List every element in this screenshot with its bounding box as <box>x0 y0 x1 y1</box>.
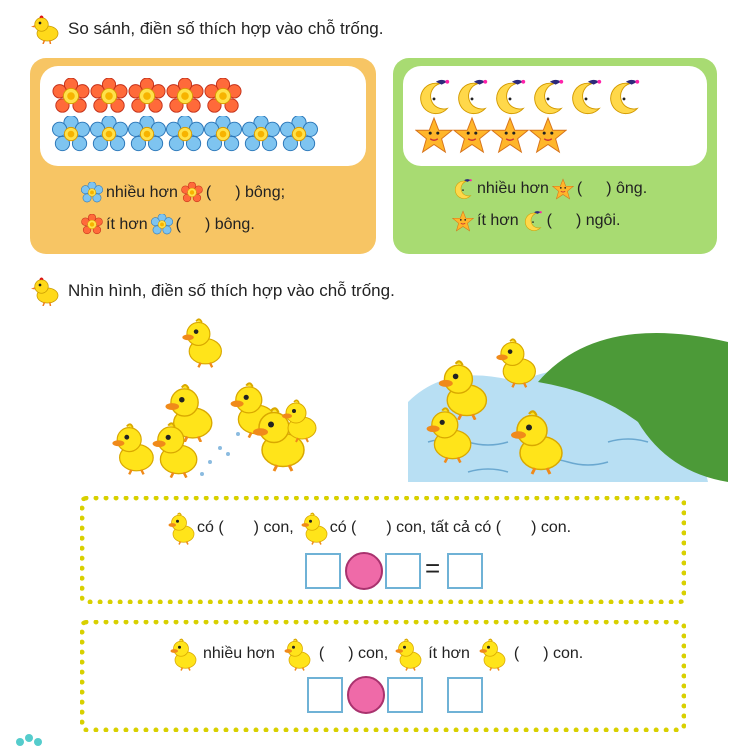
flower-panel <box>30 58 376 254</box>
chick-figure <box>182 319 221 367</box>
chick-icon <box>30 14 62 44</box>
red-flower-icon <box>166 78 204 116</box>
text-co: có ( <box>197 519 224 536</box>
star-icon <box>452 210 474 232</box>
moon-line-1 <box>449 178 647 200</box>
compare-sentence <box>169 637 583 671</box>
label-it-hon: ít hơn <box>106 216 148 233</box>
red-flower-icon <box>181 182 203 204</box>
text-total: ) con, tất cả có ( <box>386 519 502 536</box>
red-flower-icon <box>128 78 166 116</box>
moon-line-2 <box>449 210 620 232</box>
open-paren: ( <box>576 180 583 197</box>
text-nhieu-hon: nhiều hơn <box>203 645 275 662</box>
moon-star-panel <box>393 58 717 254</box>
moon-row <box>415 78 643 116</box>
moon-icon <box>522 210 544 232</box>
text-con-end: ) con. <box>531 519 572 536</box>
chick-icon <box>478 637 508 671</box>
operator-circle[interactable] <box>345 552 383 590</box>
number-square-result[interactable] <box>447 553 483 589</box>
operator-circle[interactable] <box>347 676 385 714</box>
chicks-illustration <box>110 316 350 486</box>
star-icon <box>415 116 453 154</box>
moon-icon <box>415 78 453 116</box>
moon-icon <box>567 78 605 116</box>
label-ngoi: ) ngôi. <box>575 212 621 229</box>
exercise2-instruction <box>30 276 395 306</box>
equals-sign: = <box>425 553 441 583</box>
blue-flower-icon <box>280 116 318 154</box>
text-co: có ( <box>329 519 357 536</box>
moon-icon <box>605 78 643 116</box>
moon-icon <box>529 78 567 116</box>
flower-line-2 <box>78 214 255 236</box>
open-paren: ( <box>318 645 325 662</box>
compare-box <box>80 620 686 732</box>
chick-figure <box>112 424 153 474</box>
moon-icon <box>491 78 529 116</box>
red-flower-row <box>52 78 242 116</box>
blue-flower-icon <box>151 214 173 236</box>
number-square-1[interactable] <box>307 677 343 713</box>
blue-flower-icon <box>52 116 90 154</box>
exercise1-instruction-text: So sánh, điền số thích hợp vào chỗ trống. <box>68 19 384 38</box>
count-total-sentence <box>167 511 571 545</box>
red-flower-icon <box>204 78 242 116</box>
text-con: ) con, <box>253 519 294 536</box>
star-row <box>415 116 567 154</box>
star-icon <box>529 116 567 154</box>
label-ong: ) ông. <box>606 180 648 197</box>
pond-illustration <box>408 322 728 492</box>
star-icon <box>552 178 574 200</box>
label-nhieu-hon: nhiều hơn <box>106 184 178 201</box>
open-paren: ( <box>175 216 181 233</box>
text-it-hon: ít hơn <box>428 645 470 662</box>
blue-flower-icon <box>128 116 166 154</box>
label-nhieu-hon: nhiều hơn <box>477 180 549 197</box>
blue-flower-icon <box>204 116 242 154</box>
exercise2-instruction-text: Nhìn hình, điền số thích hợp vào chỗ trống. <box>68 281 395 300</box>
star-icon <box>491 116 529 154</box>
moon-icon <box>453 78 491 116</box>
duckling-icon <box>300 511 330 545</box>
count-total-box <box>80 496 686 604</box>
duckling-icon <box>394 637 424 671</box>
label-bong: ) bông. <box>204 216 255 233</box>
open-paren: ( <box>205 184 212 201</box>
label-bong: ) bông; <box>235 184 286 201</box>
label-it-hon: ít hơn <box>477 212 519 229</box>
duckling-icon <box>283 637 313 671</box>
red-flower-icon <box>81 214 103 236</box>
number-square-2[interactable] <box>387 677 423 713</box>
blue-flower-row <box>52 116 318 154</box>
blue-flower-icon <box>81 182 103 204</box>
text-con: ) con, <box>348 645 389 662</box>
number-square-3[interactable] <box>447 677 483 713</box>
number-square-2[interactable] <box>385 553 421 589</box>
blue-flower-icon <box>242 116 280 154</box>
open-paren: ( <box>546 212 552 229</box>
moon-icon <box>452 178 474 200</box>
chick-icon <box>30 276 62 306</box>
text-con-end: ) con. <box>543 645 584 662</box>
blue-flower-icon <box>90 116 128 154</box>
chick-icon <box>167 511 197 545</box>
star-icon <box>453 116 491 154</box>
blue-flower-icon <box>166 116 204 154</box>
paw-print-icon <box>12 730 46 750</box>
red-flower-icon <box>90 78 128 116</box>
red-flower-icon <box>52 78 90 116</box>
flower-line-1 <box>78 182 285 204</box>
chick-icon <box>169 637 199 671</box>
exercise1-instruction <box>30 14 383 44</box>
open-paren: ( <box>513 645 520 662</box>
number-square-1[interactable] <box>305 553 341 589</box>
